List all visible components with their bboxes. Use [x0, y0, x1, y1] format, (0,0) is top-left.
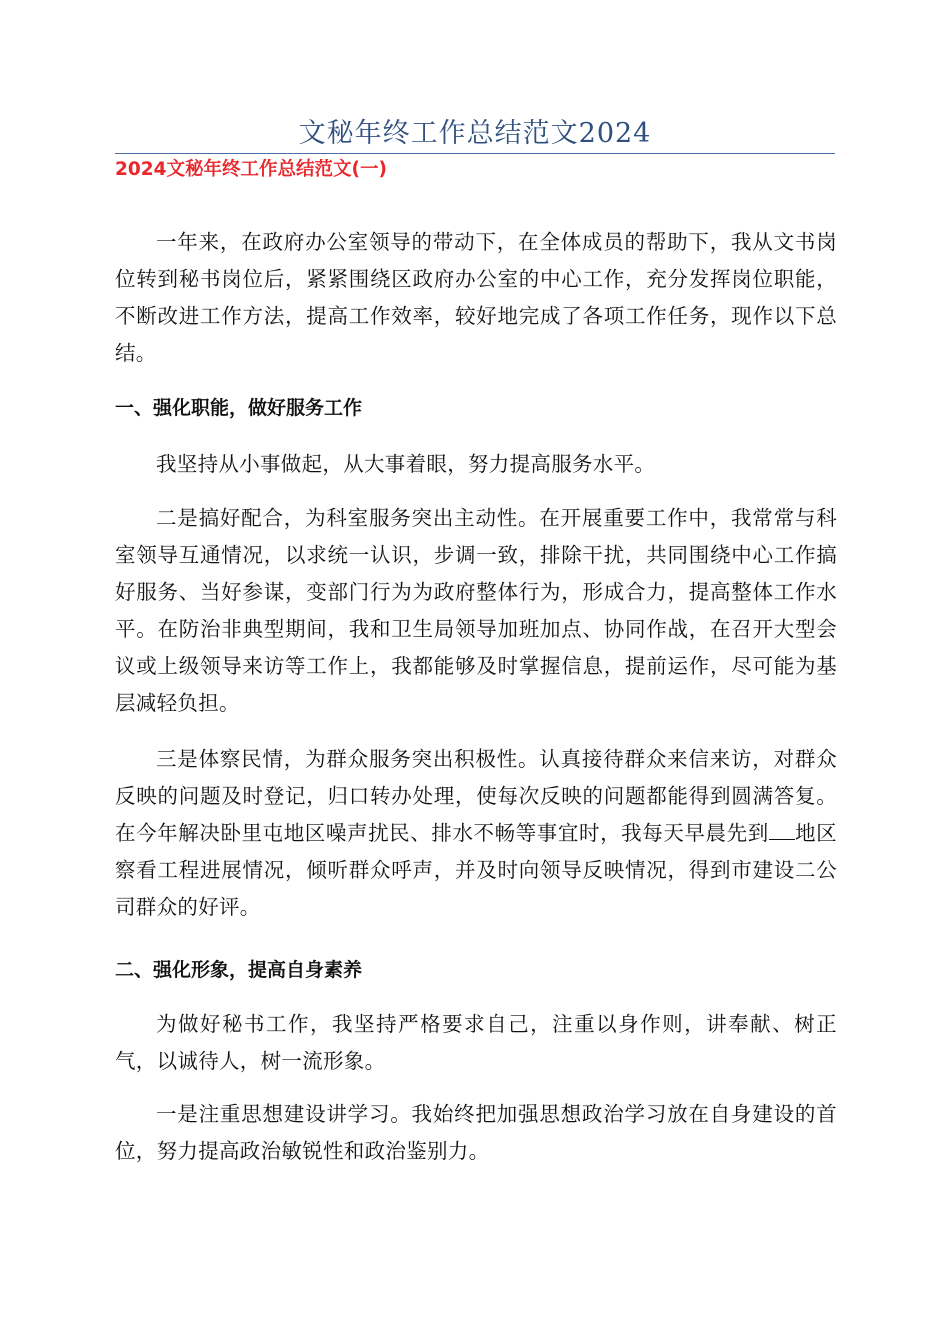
paragraph-one: 我坚持从小事做起，从大事着眼，努力提高服务水平。	[156, 452, 656, 476]
intro-paragraph: 一年来，在政府办公室领导的带动下，在全体成员的帮助下，我从文书岗位转到秘书岗位后，紧紧围绕区政府办公室的中心工作，充分发挥岗位职能，不断改进工作方法，提高工作效率，较好地完成了各项工作任务，现作以下总结。	[115, 230, 837, 365]
heading-two: 二、强化形象，提高自身素养	[115, 959, 363, 981]
paragraph-three-text-b: 地区察看工程进展情况，倾听群众呼声，并及时向领导反映情况，得到市建设二公司群众的好评。	[115, 821, 837, 919]
section-title: 2024文秘年终工作总结范文(一)	[115, 159, 387, 180]
title-underline-divider	[115, 153, 835, 154]
paragraph-five: 一是注重思想建设讲学习。我始终把加强思想政治学习放在自身建设的首位，努力提高政治敏锐性和政治鉴别力。	[115, 1102, 837, 1163]
paragraph-three-text-a: 三是体察民情，为群众服务突出积极性。认真接待群众来信来访，对群众反映的问题及时登记，归口转办处理，使每次反映的问题都能得到圆满答复。在今年解决卧里屯地区噪声扰民、排水不畅等事宜时，我每天早晨先到	[115, 747, 837, 845]
paragraph-two: 二是搞好配合，为科室服务突出主动性。在开展重要工作中，我常常与科室领导互通情况，以求统一认识，步调一致，排除干扰，共同围绕中心工作搞好服务、当好参谋，变部门行为为政府整体行为，形成合力，提高整体工作水平。在防治非典型期间，我和卫生局领导加班加点、协同作战，在召开大型会议或上级领导来访等工作上，我都能够及时掌握信息，提前运作，尽可能为基层减轻负担。	[115, 506, 837, 715]
document-title: 文秘年终工作总结范文2024	[298, 118, 652, 149]
fill-in-blank	[769, 819, 795, 840]
paragraph-three	[115, 741, 837, 926]
paragraph-four: 为做好秘书工作，我坚持严格要求自己，注重以身作则，讲奉献、树正气，以诚待人，树一流形象。	[115, 1012, 837, 1073]
heading-one: 一、强化职能，做好服务工作	[115, 397, 363, 419]
